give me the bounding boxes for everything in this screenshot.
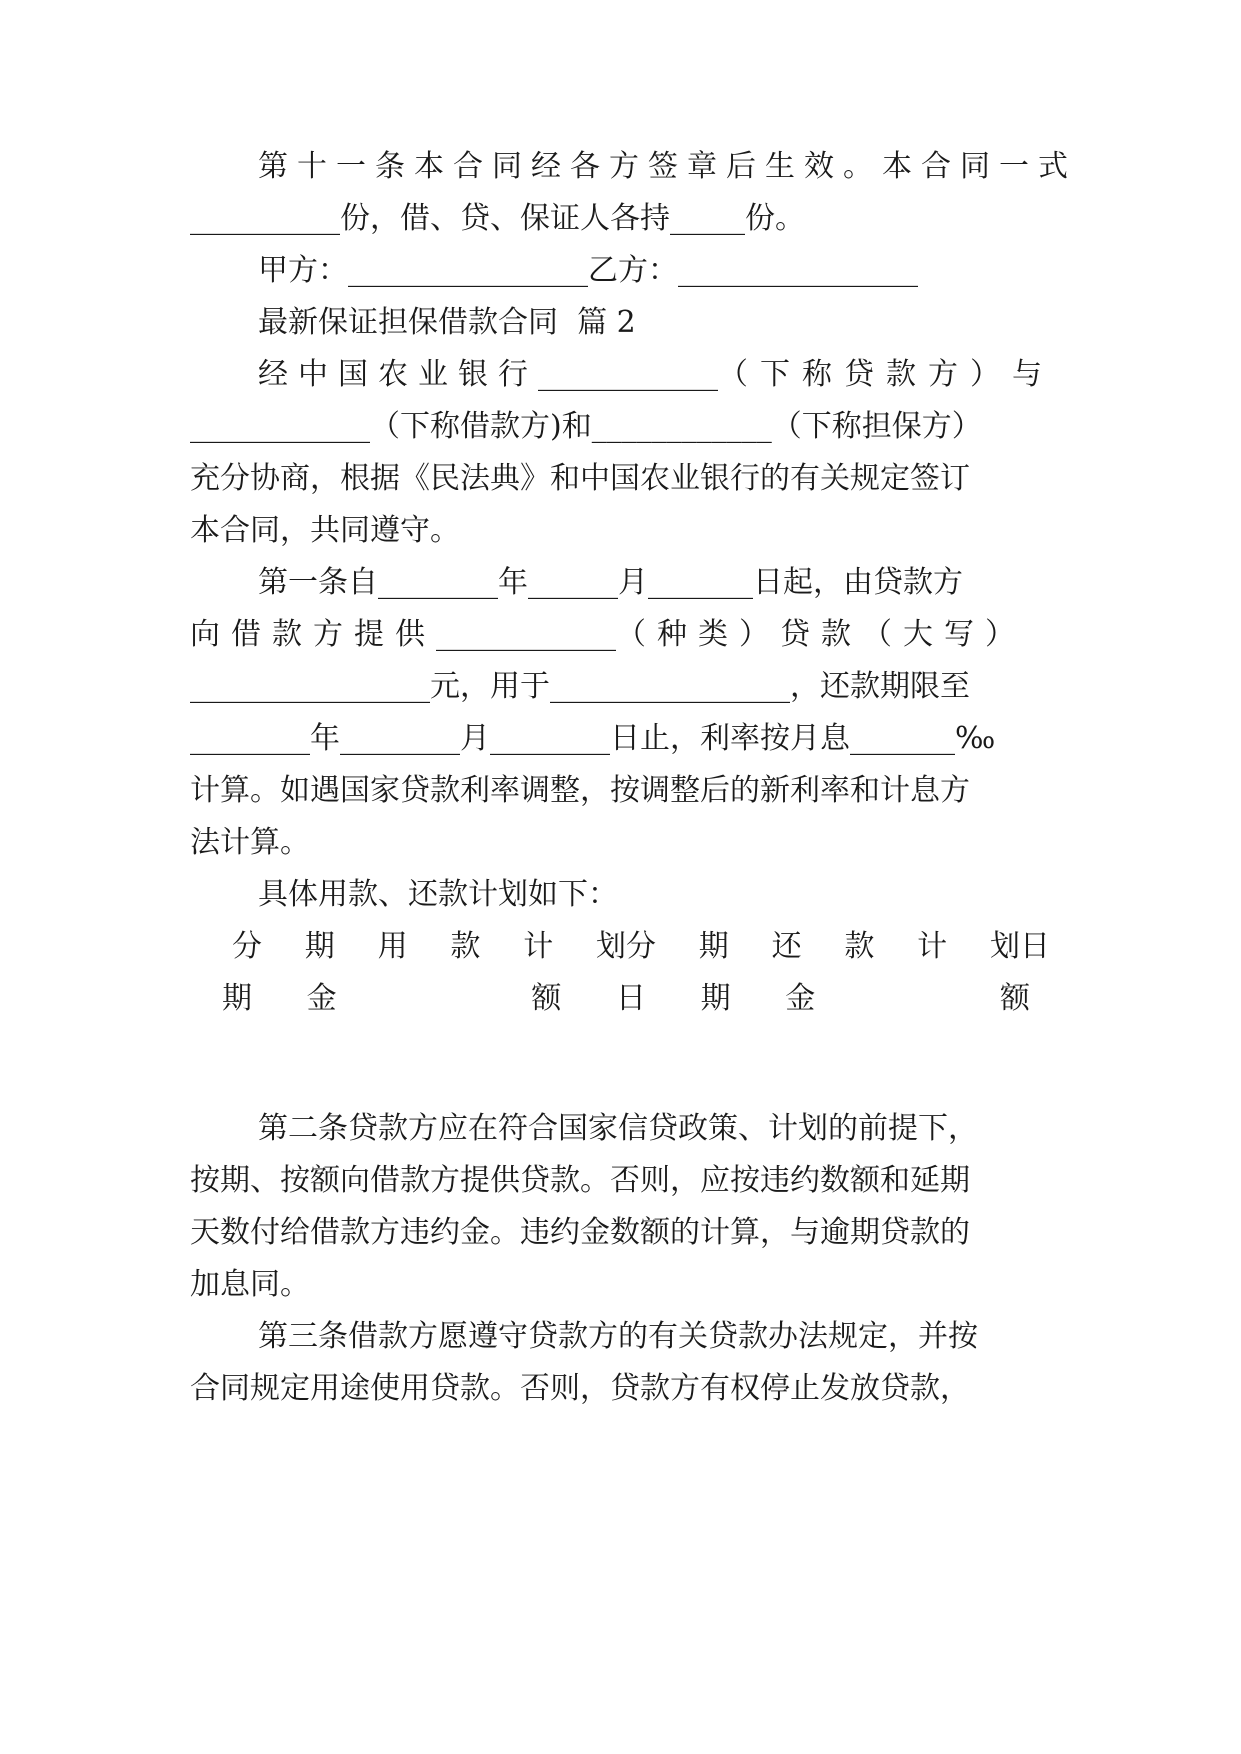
art2-text-2: 按期、按额向借款方提供贷款。否则，应按违约数额和延期 [190,1163,970,1198]
article-11-text: 第十一条本合同经各方签章后生效。本合同一式 [258,149,1077,184]
table-cell: 款 [450,929,481,964]
end-month-blank: ________ [340,721,460,756]
party-b-blank: ________________ [678,253,918,288]
article-1-line-4 [190,714,1050,764]
signature-line [258,246,1050,296]
table-cell: 期 [304,929,335,964]
table-cell: 金 [785,981,816,1016]
party-a-blank: ________________ [348,253,588,288]
table-cell: 期 [222,981,252,1016]
art3-text-2: 合同规定用途使用贷款。否则，贷款方有权停止发放贷款， [190,1371,970,1406]
art1-text-b: 日起，由贷款方 [753,565,963,600]
interest-rate-blank: _______ [850,721,955,756]
article-11-line-2 [190,194,1050,244]
art2-text-4: 加息同。 [190,1267,310,1302]
preamble-line-2 [190,402,1050,452]
table-cell: 额 [999,981,1030,1016]
art1-text-a: 第一条自 [258,565,378,600]
table-cell: 额 [531,981,562,1016]
table-cell: 分 [232,929,262,964]
art1-end-year: 年 [310,721,340,756]
table-cell: 计 [917,929,948,964]
preamble-text-1: 经中国农业银行 [258,357,538,392]
preamble-line-4 [190,506,1050,556]
art1-end-month: 月 [460,721,490,756]
article-3-line-2 [190,1364,1050,1414]
each-copies-blank: _____ [670,201,745,236]
table-cell: 还 [771,929,802,964]
table-cell: 计 [523,929,554,964]
art1-text-i: 法计算。 [190,825,310,860]
art3-text-1: 第三条借款方愿遵守贷款方的有关贷款办法规定，并按 [258,1319,978,1354]
table-cell: 期 [700,981,731,1016]
art1-month: 月 [618,565,648,600]
preamble-line-1 [258,350,1054,400]
art1-text-h: 计算。如遇国家贷款利率调整，按调整后的新利率和计息方 [190,773,970,808]
party-b-label: 乙方： [588,253,678,288]
copies-text: 份，借、贷、保证人各持 [340,201,670,236]
table-cell: 期 [698,929,729,964]
permille-sign: ‰ [955,721,996,756]
lender-blank: ____________ [538,357,718,392]
borrower-blank: ____________ [190,409,370,444]
copies-blank: __________ [190,201,340,236]
art1-text-g: 日止，利率按月息 [610,721,850,756]
art1-text-f: ，还款期限至 [790,669,970,704]
art1-year: 年 [498,565,528,600]
art2-text-3: 天数付给借款方违约金。违约金数额的计算，与逾期贷款的 [190,1215,970,1250]
art1-text-c: 向借款方提供 [190,617,436,652]
copies-end: 份。 [745,201,805,236]
heading-text: 最新保证担保借款合同 篇 2 [258,305,636,340]
art1-text-e: 元，用于 [430,669,550,704]
article-1-line-2 [190,610,1050,660]
preamble-text-4: （下称担保方） [771,409,982,444]
table-cell: 日 [615,981,646,1016]
preamble-text-2: （下称贷款方）与 [718,357,1054,392]
article-1-line-1 [258,558,1050,608]
art1-text-d: （种类）贷款（大写） [616,617,1026,652]
preamble-text-6: 本合同，共同遵守。 [190,513,460,548]
article-1-line-6 [190,818,1050,868]
preamble-line-3 [190,454,1050,504]
table-cell: 金 [306,981,337,1016]
table-cell: 划日 [989,929,1050,964]
article-3-line-1 [258,1312,1050,1362]
table-cell: 款 [844,929,875,964]
end-day-blank: ________ [490,721,610,756]
article-1-line-3 [190,662,1050,712]
guarantor-blank: ____________ [591,409,772,444]
purpose-blank: ________________ [550,669,790,704]
party-a-label: 甲方： [258,253,348,288]
article-2-line-2 [190,1156,1050,1206]
preamble-text-3: （下称借款方)和 [370,409,592,444]
amount-blank: ________________ [190,669,430,704]
start-year-blank: ________ [378,565,498,600]
article-2-line-4 [190,1260,1050,1310]
article-2-line-1 [258,1104,1050,1154]
art2-text-1: 第二条贷款方应在符合国家信贷政策、计划的前提下， [258,1111,978,1146]
plan-intro [258,870,1050,920]
table-cell: 用 [377,929,408,964]
loan-type-blank: ____________ [436,617,616,652]
article-2-line-3 [190,1208,1050,1258]
start-day-blank: _______ [648,565,753,600]
plan-table-header-2 [222,974,1030,1024]
plan-table-header-1 [232,922,1050,972]
start-month-blank: ______ [528,565,618,600]
preamble-text-5: 充分协商，根据《民法典》和中国农业银行的有关规定签订 [190,461,970,496]
plan-intro-text: 具体用款、还款计划如下： [258,877,618,912]
article-1-line-5 [190,766,1050,816]
end-year-blank: ________ [190,721,310,756]
section-heading [258,298,1050,348]
table-cell: 划分 [595,929,656,964]
article-11-line-1 [258,142,1077,192]
